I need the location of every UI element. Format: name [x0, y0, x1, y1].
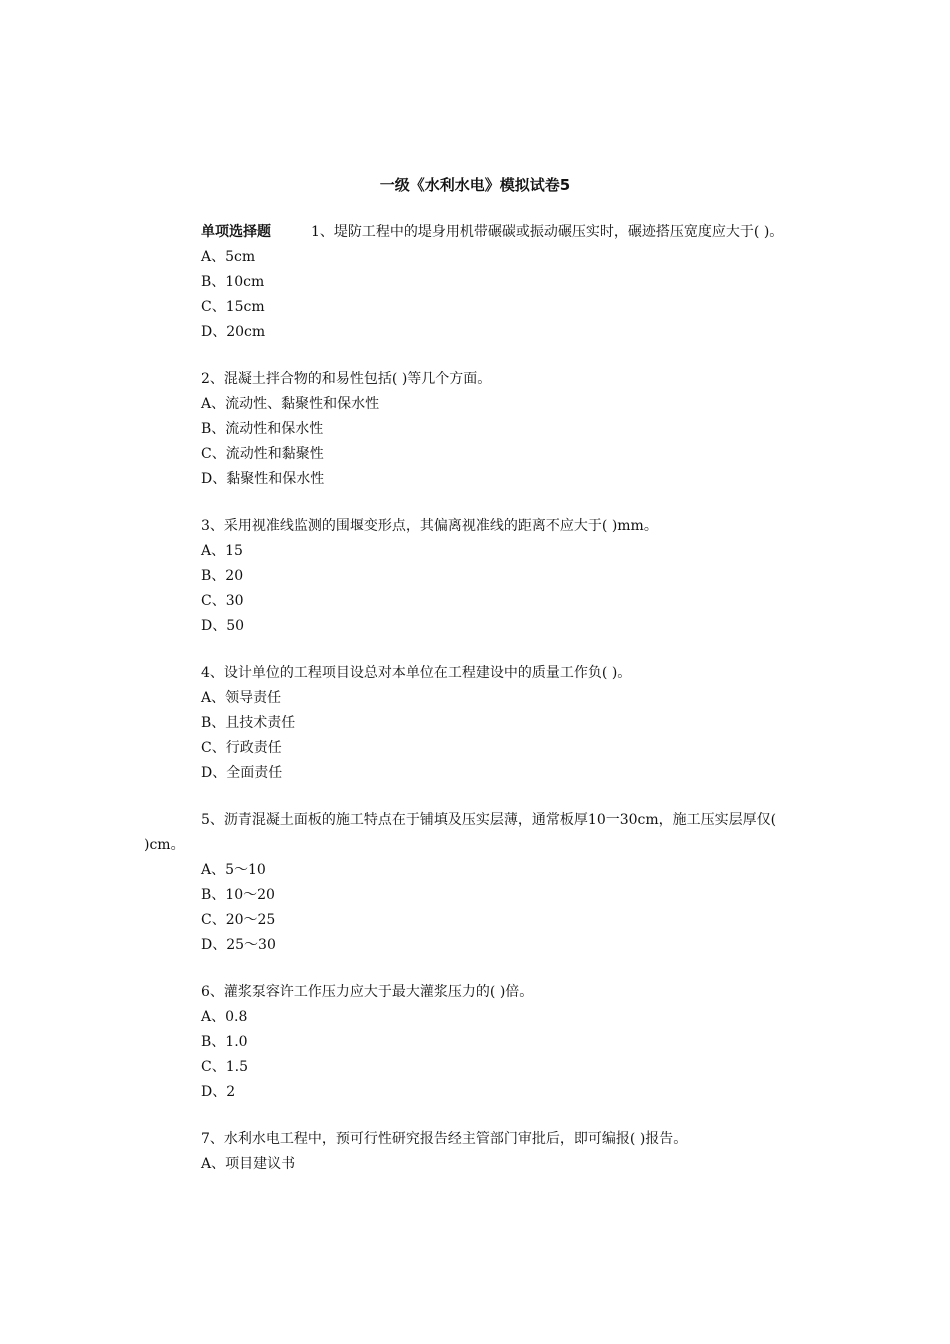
option-b: B、流动性和保水性 [201, 421, 324, 437]
option-list [144, 1005, 810, 1105]
option-list [144, 392, 810, 492]
option-d: D、全面责任 [201, 765, 283, 781]
option-c: C、1.5 [201, 1059, 248, 1075]
option-c: C、15cm [201, 299, 265, 315]
question-7 [144, 1127, 810, 1177]
option-c: C、行政责任 [201, 740, 282, 756]
option-d: D、20cm [201, 324, 266, 340]
option-b: B、10cm [201, 274, 265, 290]
question-text: 6、灌浆泵容许工作压力应大于最大灌浆压力的( )倍。 [201, 984, 534, 1000]
section-label: 单项选择题 [201, 224, 271, 240]
question-3 [144, 514, 810, 639]
question-text: 5、沥青混凝土面板的施工特点在于铺填及压实层薄，通常板厚10一30cm，施工压实层厚仅( )cm。 [144, 812, 777, 853]
option-d: D、黏聚性和保水性 [201, 471, 325, 487]
option-b: B、10～20 [201, 887, 275, 903]
question-text: 单项选择题 1、堤防工程中的堤身用机带碾碳或振动碾压实时，碾迹搭压宽度应大于( )。 [201, 224, 784, 240]
option-list [144, 858, 810, 958]
option-a: A、15 [201, 543, 243, 559]
option-c: C、30 [201, 593, 244, 609]
question-5 [144, 808, 810, 958]
option-a: A、流动性、黏聚性和保水性 [201, 396, 380, 412]
question-list [144, 220, 810, 1177]
option-list [144, 1152, 810, 1177]
option-a: A、领导责任 [201, 690, 282, 706]
option-b: B、20 [201, 568, 244, 584]
question-text: 4、设计单位的工程项目设总对本单位在工程建设中的质量工作负( )。 [201, 665, 632, 681]
option-list [144, 539, 810, 639]
question-text: 2、混凝土拌合物的和易性包括( )等几个方面。 [201, 371, 492, 387]
option-a: A、0.8 [201, 1009, 248, 1025]
option-list [144, 245, 810, 345]
option-d: D、25～30 [201, 937, 276, 953]
option-b: B、且技术责任 [201, 715, 296, 731]
option-b: B、1.0 [201, 1034, 248, 1050]
question-1 [144, 220, 810, 345]
question-2 [144, 367, 810, 492]
option-list [144, 686, 810, 786]
document-title: 一级《水利水电》模拟试卷5 [379, 176, 571, 194]
question-6 [144, 980, 810, 1105]
option-d: D、2 [201, 1084, 236, 1100]
option-c: C、20～25 [201, 912, 276, 928]
question-text: 7、水利水电工程中，预可行性研究报告经主管部门审批后，即可编报( )报告。 [201, 1131, 688, 1147]
option-a: A、项目建议书 [201, 1156, 296, 1172]
option-a: A、5～10 [201, 862, 266, 878]
option-c: C、流动性和黏聚性 [201, 446, 324, 462]
question-4 [144, 661, 810, 786]
question-text: 3、采用视准线监测的围堰变形点，其偏离视准线的距离不应大于( )mm。 [201, 518, 658, 534]
option-d: D、50 [201, 618, 245, 634]
option-a: A、5cm [201, 249, 256, 265]
